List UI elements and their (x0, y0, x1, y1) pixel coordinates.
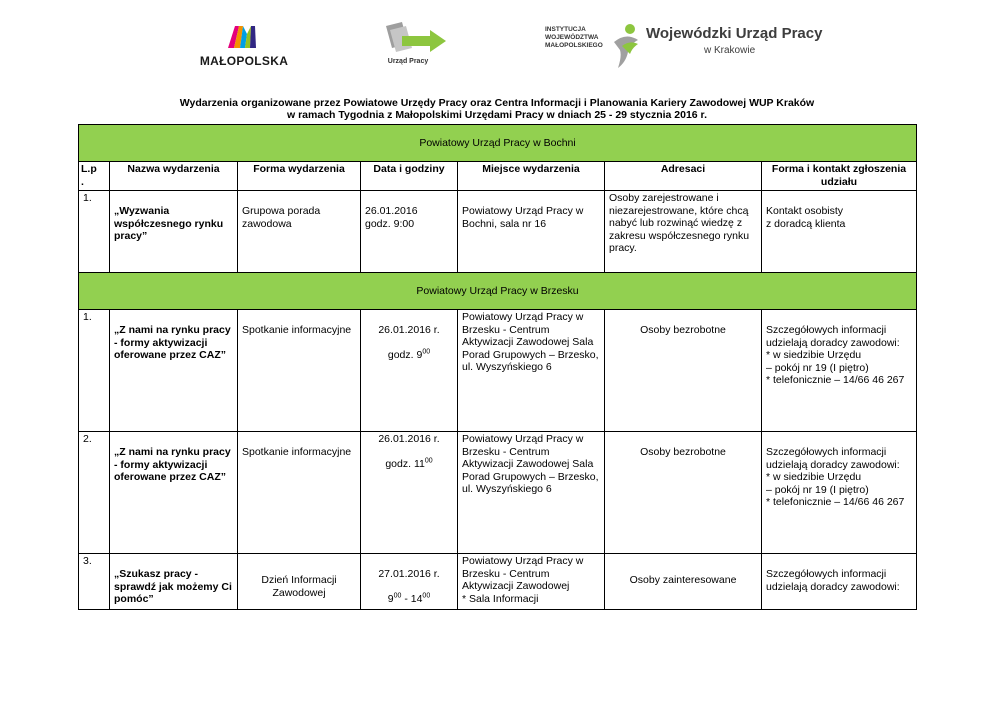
event-name-text: „Z nami na rynku pracy - formy aktywizacji oferowane przez CAZ” (114, 324, 231, 361)
event-place-room: * Sala Informacji (462, 592, 539, 605)
time-end-minutes: 00 (422, 592, 431, 600)
contact-line-4: * telefonicznie – 14/66 46 267 (766, 496, 905, 508)
cell-event-name (110, 432, 238, 554)
wup-logo (608, 22, 828, 72)
cell-event-target (605, 310, 762, 432)
table-row (79, 191, 917, 273)
cell-event-target: Osoby zarejestrowane i niezarejestrowane, które chcą nabyć lub rozwinąć wiedzę z zakresu współczesnego rynku pracy. (605, 191, 762, 273)
cell-event-date (361, 191, 458, 273)
time-end: - 14 (401, 593, 423, 605)
cell-event-form (238, 191, 361, 273)
group-row-brzesko (79, 273, 917, 310)
group-row-bochnia (79, 125, 917, 162)
cell-event-target (605, 554, 762, 610)
col-header-contact: Forma i kontakt zgłoszenia udziału (762, 162, 917, 191)
event-name-text: „Z nami na rynku pracy - formy aktywizacji oferowane przez CAZ” (114, 446, 231, 483)
cell-event-contact (762, 310, 917, 432)
cell-event-contact (762, 554, 917, 610)
contact-line-3: – pokój nr 19 (I piętro) (766, 483, 869, 496)
table-row (79, 432, 917, 554)
contact-line-2: * w siedzibie Urzędu (766, 471, 862, 483)
events-table (78, 124, 917, 610)
cell-event-name (110, 554, 238, 610)
time-prefix: godz. 11 (385, 458, 425, 470)
event-time-text: godz. 9:00 (365, 217, 415, 230)
col-header-form: Forma wydarzenia (238, 162, 361, 191)
malopolska-name: MAŁOPOLSKA (199, 54, 289, 68)
cell-event-date (361, 310, 458, 432)
cell-event-target (605, 432, 762, 554)
cell-event-contact (762, 432, 917, 554)
malopolska-logo (196, 22, 292, 72)
col-header-target: Adresaci (605, 162, 762, 191)
header-logos (0, 0, 992, 95)
instytucja-line-2: WOJEWÓDZTWA (545, 34, 599, 41)
cell-event-place: Powiatowy Urząd Pracy w Brzesku - Centrum Aktywizacji Zawodowej Sala Porad Grupowych – Brzesko, ul. Wyszyńskiego 6 (458, 310, 605, 432)
time-start: 9 (387, 593, 394, 605)
contact-line-1: Szczegółowych informacji udzielają doradcy zawodowi: (766, 446, 900, 471)
urzad-pracy-name: Urząd Pracy (387, 58, 429, 65)
time-start-minutes: 00 (393, 592, 402, 600)
wup-title: Wojewódzki Urząd Pracy (646, 25, 823, 42)
col-header-name: Nazwa wydarzenia (110, 162, 238, 191)
cell-event-name (110, 191, 238, 273)
event-name-text: „Wyzwania współczesnego rynku pracy” (114, 205, 224, 242)
heading-line-1: Wydarzenia organizowane przez Powiatowe Urzędy Pracy oraz Centra Informacji i Planowania Kariery Zawodowej WUP Kraków (179, 97, 815, 109)
header-row (79, 162, 917, 191)
contact-line-3: – pokój nr 19 (I piętro) (766, 361, 869, 374)
event-target-text: Osoby bezrobotne (640, 446, 726, 458)
cell-lp: 1. (79, 310, 110, 432)
col-header-place: Miejsce wydarzenia (458, 162, 605, 191)
cell-event-contact (762, 191, 917, 273)
contact-line-1: Szczegółowych informacji udzielają doradcy zawodowi: (766, 324, 900, 349)
col-header-lp: L.p . (79, 162, 110, 191)
event-place-text: Powiatowy Urząd Pracy w Bochni, sala nr 16 (462, 205, 584, 230)
group-title-bochnia: Powiatowy Urząd Pracy w Bochni (79, 125, 917, 162)
cell-event-form (238, 554, 361, 610)
event-time-text (388, 349, 430, 361)
event-time-text (385, 458, 432, 470)
event-form-text: Spotkanie informacyjne (242, 446, 352, 458)
event-date-text: 26.01.2016 r. (378, 324, 440, 336)
time-prefix: godz. 9 (387, 349, 423, 361)
cell-lp: 1. (79, 191, 110, 273)
cell-event-date (361, 432, 458, 554)
table-row (79, 310, 917, 432)
heading-line-2: w ramach Tygodnia z Małopolskimi Urzędami Pracy w dniach 25 - 29 stycznia 2016 r. (287, 109, 707, 121)
event-target-text: Osoby zainteresowane (629, 574, 737, 586)
instytucja-line-1: INSTYTUCJA (545, 26, 586, 33)
contact-line-2: z doradcą klienta (766, 217, 846, 230)
cell-event-name (110, 310, 238, 432)
cell-event-place: Powiatowy Urząd Pracy w Brzesku - Centrum Aktywizacji Zawodowej Sala Porad Grupowych – Brzesko, ul. Wyszyńskiego 6 (458, 432, 605, 554)
contact-line-1: Kontakt osobisty (766, 205, 844, 217)
contact-line-1: Szczegółowych informacji udzielają doradcy zawodowi: (766, 568, 900, 593)
event-target-text: Osoby bezrobotne (640, 324, 726, 336)
instytucja-label (545, 26, 615, 66)
urzad-pracy-logo (378, 22, 450, 72)
event-place-text: Powiatowy Urząd Pracy w Brzesku - Centrum Aktywizacji Zawodowej (462, 555, 584, 592)
instytucja-line-3: MAŁOPOLSKIEGO (545, 42, 603, 49)
event-date-text: 27.01.2016 r. (378, 568, 440, 580)
urzad-pracy-arrow-icon (378, 22, 450, 56)
table-row (79, 554, 917, 610)
event-form-text: Dzień Informacji Zawodowej (261, 574, 337, 599)
time-minutes: 00 (422, 348, 431, 356)
cell-lp: 2. (79, 432, 110, 554)
contact-line-4: * telefonicznie – 14/66 46 267 (766, 374, 905, 386)
group-title-brzesko: Powiatowy Urząd Pracy w Brzesku (79, 273, 917, 310)
document-heading (78, 97, 916, 121)
event-form-text: Spotkanie informacyjne (242, 324, 352, 336)
col-header-date: Data i godziny (361, 162, 458, 191)
wup-subtitle: w Krakowie (704, 45, 756, 56)
event-form-text: Grupowa porada zawodowa (242, 205, 321, 230)
contact-line-2: * w siedzibie Urzędu (766, 349, 862, 361)
cell-lp: 3. (79, 554, 110, 610)
cell-event-place (458, 554, 605, 610)
cell-event-date (361, 554, 458, 610)
cell-event-place (458, 191, 605, 273)
wup-figure-icon (608, 22, 644, 70)
time-minutes: 00 (424, 457, 433, 465)
event-date-text: 26.01.2016 r. (378, 433, 440, 445)
cell-event-form (238, 432, 361, 554)
event-name-text: „Szukasz pracy - sprawdź jak możemy Ci pomóc” (114, 568, 232, 605)
event-time-text (388, 593, 430, 605)
malopolska-mark-icon (226, 22, 262, 50)
cell-event-form (238, 310, 361, 432)
event-date-text: 26.01.2016 (365, 205, 418, 217)
